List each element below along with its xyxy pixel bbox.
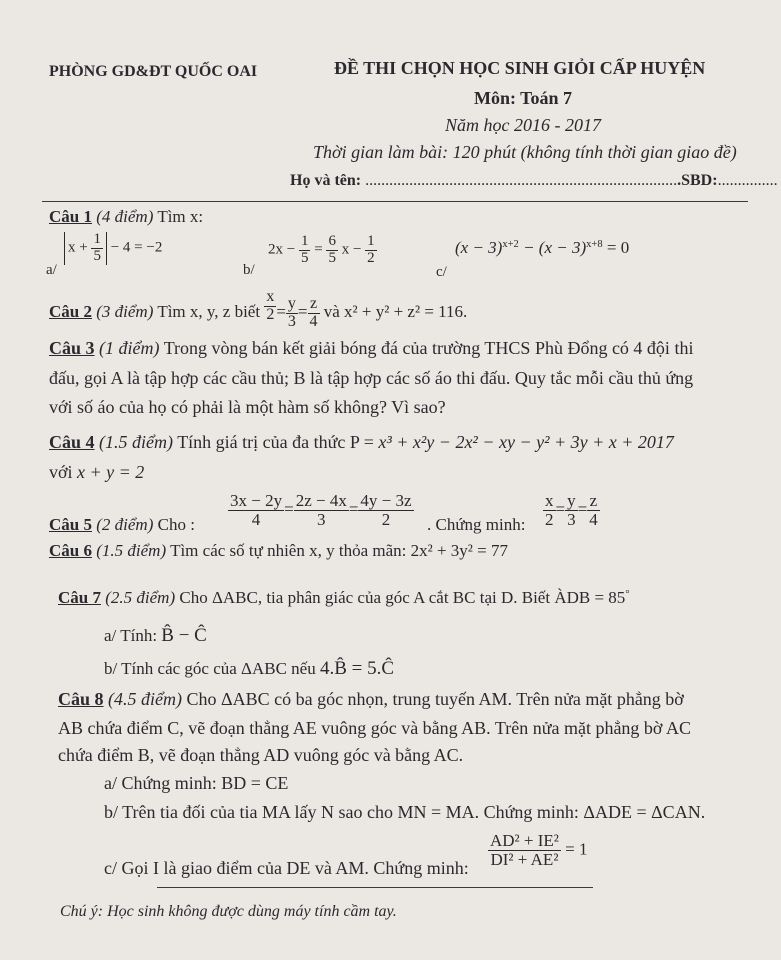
question-8-label: Câu 8 (58, 689, 104, 709)
question-6-label: Câu 6 (49, 541, 92, 560)
question-7: Câu 7 (2.5 điểm) Cho ΔABC, tia phân giác của góc A cắt BC tại D. Biết ÀDB = 85° (58, 588, 630, 607)
question-2-text: Tìm x, y, z biết (157, 302, 261, 322)
question-4-label: Câu 4 (49, 432, 95, 452)
question-8-line-1: Câu 8 (4.5 điểm) Cho ΔABC có ba góc nhọn, trung tuyến AM. Trên nửa mặt phẳng bờ (58, 689, 684, 709)
q1-b-label: b/ (243, 262, 255, 278)
question-7-points: (2.5 điểm) (105, 588, 176, 607)
q1-a-expression: x + $\frac{1}{5}$ − 4 = −2 (64, 232, 162, 265)
question-2-points: (3 điểm) (96, 302, 154, 322)
q1-a-label: a/ (46, 262, 57, 278)
question-1-label: Câu 1 (49, 207, 92, 226)
question-5-prove: $\frac{x}{2}$ = $\frac{y}{3}$ = $\frac{z}{4}$ (545, 491, 598, 529)
question-5-points: (2 điểm) (96, 515, 154, 534)
question-5-prove-text: . Chứng minh: (427, 515, 526, 534)
q1-c-label: c/ (436, 264, 447, 280)
question-1-title (49, 207, 203, 227)
candidate-info (290, 172, 778, 190)
footer-divider (157, 887, 593, 888)
header-divider (42, 201, 748, 202)
question-5-given: $\frac{3x - 2y}{4}$ = $\frac{2z - 4x}{3}$ = $\frac{4y - 3z}{2}$ (230, 491, 412, 529)
question-2: Câu 2 (3 điểm) Tìm x, y, z biết $\frac{x}{2}$ = $\frac{y}{3}$ = $\frac{z}{4}$ và x² + y² + z² = 116. (49, 288, 468, 330)
question-4-points: (1.5 điểm) (99, 432, 173, 452)
question-3-line-3: với số áo của họ có phải là một hàm số không? Vì sao? (49, 397, 446, 417)
name-dots: .............................................................................. (365, 172, 678, 189)
subject: Môn: Toán 7 (474, 88, 573, 108)
sbd-label: .SBD: (677, 172, 718, 189)
question-4-polynomial: x³ + x²y − 2x² − xy − y² + 3y + x + 2017 (378, 432, 674, 452)
question-2-condition: và x² + y² + z² = 116. (323, 302, 468, 322)
footer-note: Chú ý: Học sinh không được dùng máy tính cầm tay. (60, 903, 397, 920)
exam-time: Thời gian làm bài: 120 phút (không tính thời gian giao đề) (313, 142, 737, 162)
q1-c-expression: $(x - 3)^{x+2} - (x - 3)^{x+8} = 0$ (455, 238, 630, 257)
q1-b-expression: 2x − $\frac{1}{5}$ = $\frac{6}{5}$ x − $\frac{1}{2}$ (268, 233, 375, 266)
question-6: Câu 6 (1.5 điểm) Tìm các số tự nhiên x, y thỏa mãn: 2x² + 3y² = 77 (49, 541, 508, 560)
question-1-text: Tìm x: (157, 207, 204, 226)
question-3-line-1: Câu 3 (1 điểm) Trong vòng bán kết giải bóng đá của trường THCS Phù Đổng có 4 đội thi (49, 338, 694, 358)
question-1-points: (4 điểm) (96, 207, 154, 226)
question-3-line-2: đấu, gọi A là tập hợp các cầu thủ; B là tập hợp các số áo thi đấu. Quy tắc mỗi cầu thủ ứng (49, 368, 694, 388)
question-8-c: c/ Gọi I là giao điểm của DE và AM. Chứng minh: (104, 858, 469, 878)
exam-title: ĐỀ THI CHỌN HỌC SINH GIỎI CẤP HUYỆN (334, 58, 706, 78)
school-year: Năm học 2016 - 2017 (445, 115, 601, 135)
question-7-a: a/ Tính: B̂ − Ĉ (104, 625, 207, 646)
question-8-line-3: chứa điểm B, vẽ đoạn thẳng AD vuông góc và bằng AC. (58, 745, 464, 765)
question-7-label: Câu 7 (58, 588, 101, 607)
question-5-label: Câu 5 (49, 515, 92, 534)
question-7-angle: ÀDB = 85 (554, 588, 626, 607)
question-4-line-2: với x + y = 2 (49, 462, 145, 482)
question-8-a: a/ Chứng minh: BD = CE (104, 773, 289, 793)
question-8-c-formula: $\frac{\text{AD² + IE²}}{\text{DI² + AE²}}$ = 1 (490, 831, 588, 869)
department-name: PHÒNG GD&ĐT QUỐC OAI (49, 63, 258, 80)
name-label: Họ và tên: (290, 172, 362, 189)
question-5-title: Câu 5 (2 điểm) Cho : (49, 515, 195, 534)
question-4-line-1: Câu 4 (1.5 điểm) Tính giá trị của đa thức P = x³ + x²y − 2x² − xy − y² + 3y + x + 2017 (49, 432, 674, 452)
question-8-b: b/ Trên tia đối của tia MA lấy N sao cho MN = MA. Chứng minh: ΔADE = ΔCAN. (104, 802, 706, 822)
question-3-points: (1 điểm) (99, 338, 160, 358)
question-3-label: Câu 3 (49, 338, 95, 358)
question-7-b: b/ Tính các góc của ΔABC nếu 4.B̂ = 5.Ĉ (104, 658, 395, 679)
question-2-label: Câu 2 (49, 302, 92, 322)
sbd-dots: ............... (717, 172, 778, 189)
question-6-points: (1.5 điểm) (96, 541, 167, 560)
question-8-line-2: AB chứa điểm C, vẽ đoạn thẳng AE vuông góc và bằng AB. Trên nửa mặt phẳng bờ AC (58, 718, 691, 738)
question-8-points: (4.5 điểm) (108, 689, 182, 709)
